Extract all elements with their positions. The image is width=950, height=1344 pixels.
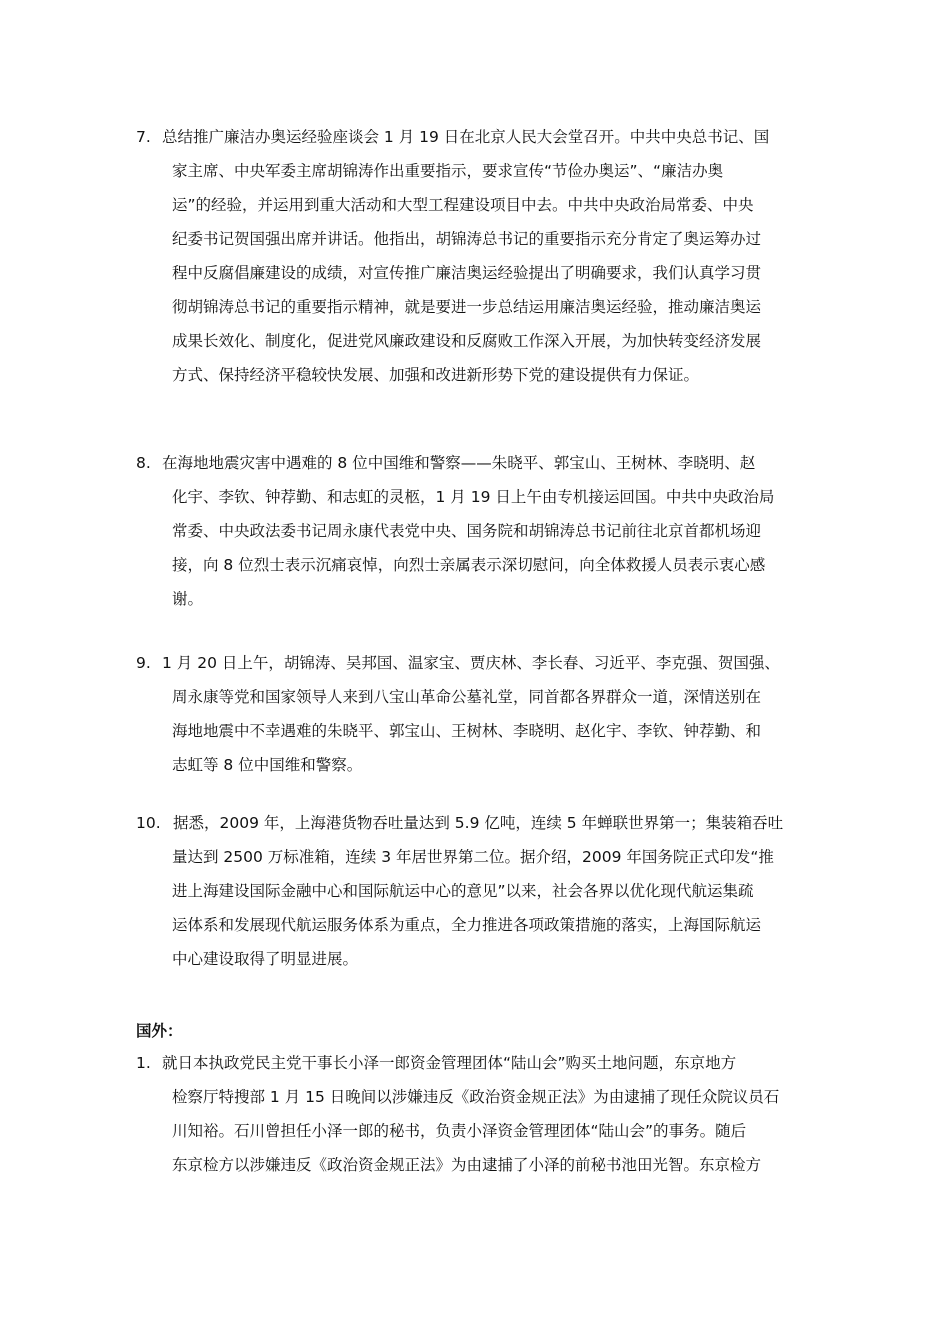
item-line: 周永康等党和国家领导人来到八宝山革命公墓礼堂，同首都各界群众一道，深情送别在 (172, 688, 762, 706)
item-number: 7. (136, 128, 151, 146)
item-line: 量达到 2500 万标准箱，连续 3 年居世界第二位。据介绍，2009 年国务院正式印发“推 (172, 848, 774, 866)
item-line: 程中反腐倡廉建设的成绩，对宣传推广廉洁奥运经验提出了明确要求，我们认真学习贯 (172, 264, 762, 282)
item-line: 纪委书记贺国强出席并讲话。他指出，胡锦涛总书记的重要指示充分肯定了奥运筹办过 (172, 230, 762, 248)
foreign-item-1 (136, 1046, 826, 1182)
item-line: 在海地地震灾害中遇难的 8 位中国维和警察——朱晓平、郭宝山、王树林、李晓明、赵 (162, 454, 756, 472)
item-line: 接，向 8 位烈士表示沉痛哀悼，向烈士亲属表示深切慰问，向全体救援人员表示衷心感 (172, 556, 766, 574)
item-number: 1. (136, 1054, 151, 1072)
item-line: 就日本执政党民主党干事长小泽一郎资金管理团体“陆山会”购买土地问题，东京地方 (162, 1054, 737, 1072)
item-line: 川知裕。石川曾担任小泽一郎的秘书，负责小泽资金管理团体“陆山会”的事务。随后 (172, 1122, 747, 1140)
item-line: 方式、保持经济平稳较快发展、加强和改进新形势下党的建设提供有力保证。 (172, 366, 700, 384)
item-line: 东京检方以涉嫌违反《政治资金规正法》为由逮捕了小泽的前秘书池田光智。东京检方 (172, 1156, 762, 1174)
item-line: 彻胡锦涛总书记的重要指示精神，就是要进一步总结运用廉洁奥运经验，推动廉洁奥运 (172, 298, 762, 316)
item-line: 志虹等 8 位中国维和警察。 (172, 756, 363, 774)
item-line: 海地地震中不幸遇难的朱晓平、郭宝山、王树林、李晓明、赵化宇、李钦、钟荐勤、和 (172, 722, 762, 740)
item-line: 中心建设取得了明显进展。 (172, 950, 359, 968)
item-line: 总结推广廉洁办奥运经验座谈会 1 月 19 日在北京人民大会堂召开。中共中央总书记、国 (162, 128, 770, 146)
news-item-9 (136, 646, 826, 782)
item-line: 常委、中央政法委书记周永康代表党中央、国务院和胡锦涛总书记前往北京首都机场迎 (172, 522, 762, 540)
news-item-8 (136, 446, 826, 616)
item-line: 据悉，2009 年，上海港货物吞吐量达到 5.9 亿吨，连续 5 年蝉联世界第一；集装箱吞吐 (173, 814, 784, 832)
item-line: 家主席、中央军委主席胡锦涛作出重要指示，要求宣传“节俭办奥运”、“廉洁办奥 (172, 162, 724, 180)
item-number: 8. (136, 454, 151, 472)
item-line: 运”的经验，并运用到重大活动和大型工程建设项目中去。中共中央政治局常委、中央 (172, 196, 754, 214)
item-line: 成果长效化、制度化，促进党风廉政建设和反腐败工作深入开展，为加快转变经济发展 (172, 332, 762, 350)
item-line: 检察厅特搜部 1 月 15 日晚间以涉嫌违反《政治资金规正法》为由逮捕了现任众院议员石 (172, 1088, 780, 1106)
news-item-7 (136, 120, 826, 392)
item-number: 9. (136, 654, 151, 672)
section-heading-foreign: 国外： (136, 1022, 183, 1040)
news-item-10 (136, 806, 826, 976)
item-line: 进上海建设国际金融中心和国际航运中心的意见”以来，社会各界以优化现代航运集疏 (172, 882, 754, 900)
item-line: 运体系和发展现代航运服务体系为重点，全力推进各项政策措施的落实，上海国际航运 (172, 916, 762, 934)
item-line: 1 月 20 日上午，胡锦涛、吴邦国、温家宝、贾庆林、李长春、习近平、李克强、贺国强、 (162, 654, 780, 672)
item-line: 谢。 (172, 590, 204, 608)
item-number: 10. (136, 814, 161, 832)
item-line: 化宇、李钦、钟荐勤、和志虹的灵柩，1 月 19 日上午由专机接运回国。中共中央政治局 (172, 488, 775, 506)
